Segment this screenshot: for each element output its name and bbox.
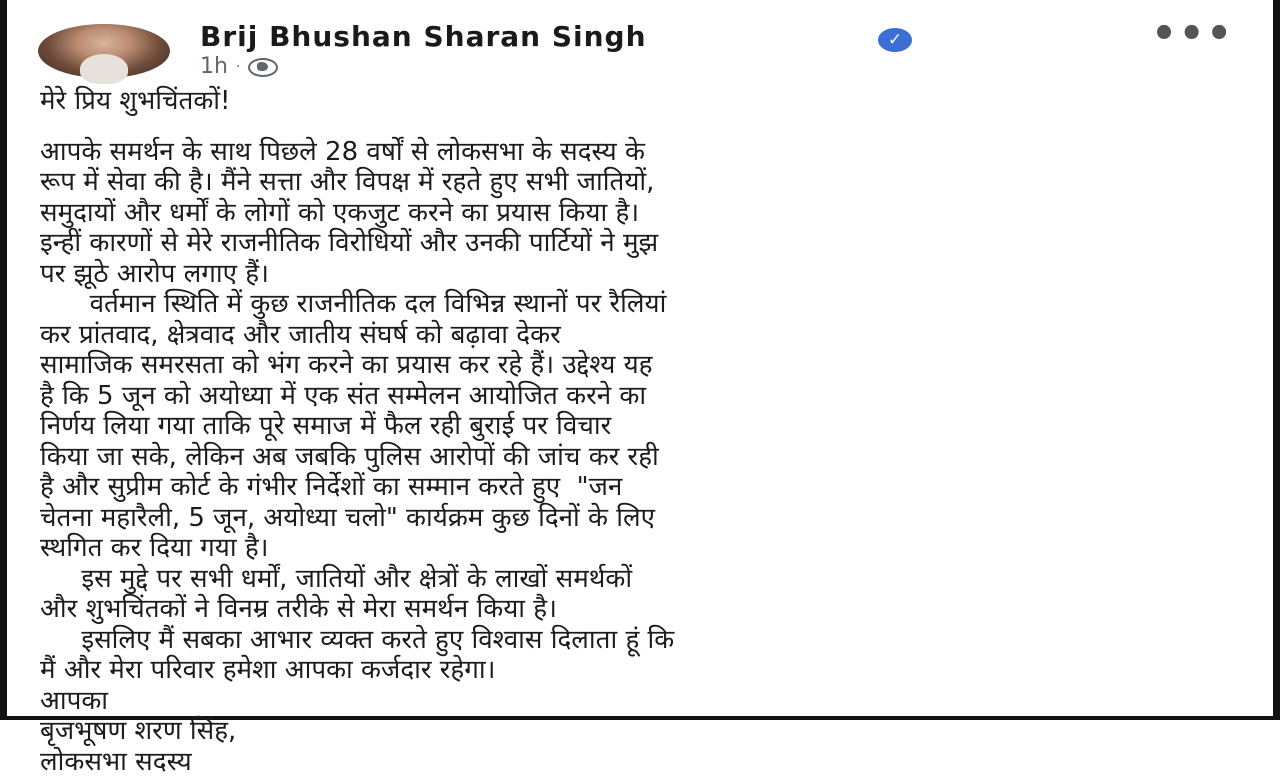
post-text-line: वर्तमान स्थिति में कुछ राजनीतिक दल विभिन्न स्थानों पर रैलियां: [40, 289, 1250, 320]
post-text-line: इन्हीं कारणों से मेरे राजनीतिक विरोधियों और उनकी पार्टियों ने मुझ: [40, 228, 1250, 259]
post-text-line: इस मुद्दे पर सभी धर्मों, जातियों और क्षेत्रों के लाखों समर्थकों: [40, 564, 1250, 595]
post-header: [38, 18, 1238, 82]
post-text-line: आपका: [40, 686, 1250, 717]
post-text-line: बृजभूषण शरण सिंह,: [40, 716, 1250, 747]
post-text-line: चेतना महारैली, 5 जून, अयोध्या चलो" कार्यक्रम कुछ दिनों के लिए: [40, 503, 1250, 534]
post-text-line: मैं और मेरा परिवार हमेशा आपका कर्जदार रहेगा।: [40, 655, 1250, 686]
post-text-line: सामाजिक समरसता को भंग करने का प्रयास कर रहे हैं। उद्देश्य यह: [40, 350, 1250, 381]
post-text-line: इसलिए मैं सबका आभार व्यक्त करते हुए विश्वास दिलाता हूं कि: [40, 625, 1250, 656]
post-text-line: रूप में सेवा की है। मैंने सत्ता और विपक्ष में रहते हुए सभी जातियों,: [40, 167, 1250, 198]
post-text-line: है और सुप्रीम कोर्ट के गंभीर निर्देशों का सम्मान करते हुए "जन: [40, 472, 1250, 503]
post-text-line: कर प्रांतवाद, क्षेत्रवाद और जातीय संघर्ष को बढ़ावा देकर: [40, 320, 1250, 351]
post-body: [40, 86, 1250, 777]
verified-badge-icon: ✓: [878, 28, 912, 52]
post-text-line: और शुभचिंतकों ने विनम्र तरीके से मेरा समर्थन किया है।: [40, 594, 1250, 625]
post-time[interactable]: 1h: [200, 54, 228, 79]
post-text-line: पर झूठे आरोप लगाए हैं।: [40, 259, 1250, 290]
globe-icon[interactable]: [248, 58, 278, 77]
meta-separator: ·: [236, 59, 240, 75]
post-greeting: मेरे प्रिय शुभचिंतकों!: [40, 86, 1250, 117]
author-name[interactable]: Brij Bhushan Sharan Singh: [200, 20, 647, 53]
post-text-line: समुदायों और धर्मों के लोगों को एकजुट करने का प्रयास किया है।: [40, 198, 1250, 229]
post-text-line: है कि 5 जून को अयोध्या में एक संत सम्मेलन आयोजित करने का: [40, 381, 1250, 412]
more-options-icon[interactable]: •••: [1151, 24, 1234, 44]
post-meta: [200, 54, 278, 79]
post-text-line: स्थगित कर दिया गया है।: [40, 533, 1250, 564]
post-text-line: आपके समर्थन के साथ पिछले 28 वर्षों से लोकसभा के सदस्य के: [40, 137, 1250, 168]
post-text: [40, 137, 1250, 777]
avatar[interactable]: [38, 24, 170, 78]
post-text-line: लोकसभा सदस्य: [40, 747, 1250, 777]
paragraph-gap: [40, 117, 1250, 137]
post-text-line: निर्णय लिया गया ताकि पूरे समाज में फैल रही बुराई पर विचार: [40, 411, 1250, 442]
post-text-line: किया जा सके, लेकिन अब जबकि पुलिस आरोपों की जांच कर रही: [40, 442, 1250, 473]
right-border: [1273, 0, 1280, 720]
left-border: [0, 0, 7, 720]
